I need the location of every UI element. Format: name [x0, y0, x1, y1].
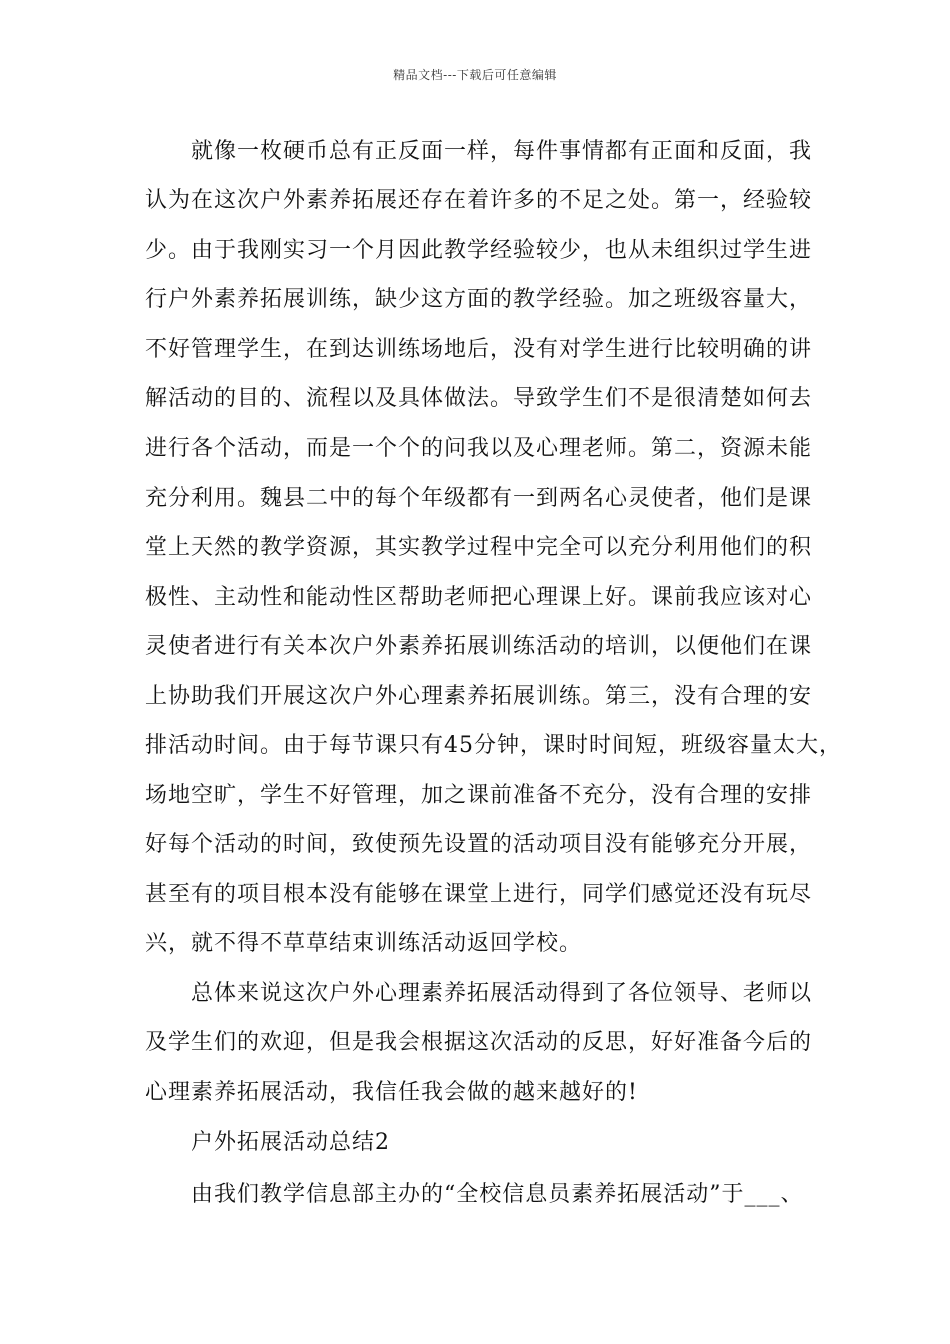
text-line: 不好管理学生，在到达训练场地后，没有对学生进行比较明确的讲 [145, 337, 813, 362]
text-line: 场地空旷，学生不好管理，加之课前准备不充分，没有合理的安排 [145, 783, 813, 808]
text-line: 甚至有的项目根本没有能够在课堂上进行，同学们感觉还没有玩尽 [145, 882, 813, 907]
text-line: 解活动的目的、流程以及具体做法。导致学生们不是很清楚如何去 [145, 386, 813, 411]
text-line: 认为在这次户外素养拓展还存在着许多的不足之处。第一，经验较 [145, 188, 813, 213]
text-line: 及学生们的欢迎，但是我会根据这次活动的反思，好好准备今后的 [145, 1030, 813, 1055]
text-line: 总体来说这次户外心理素养拓展活动得到了各位领导、老师以 [145, 981, 813, 1006]
text-line: 上协助我们开展这次户外心理素养拓展训练。第三，没有合理的安 [145, 684, 813, 709]
text-line: 极性、主动性和能动性区帮助老师把心理课上好。课前我应该对心 [145, 585, 813, 610]
text-line: 由我们教学信息部主办的“全校信息员素养拓展活动”于___、 [145, 1182, 804, 1207]
page-header: 精品文档---下载后可任意编辑 [393, 68, 557, 82]
text-line: 心理素养拓展活动，我信任我会做的越来越好的! [145, 1080, 638, 1105]
text-line: 就像一枚硬币总有正反面一样，每件事情都有正面和反面，我 [145, 139, 813, 164]
text-line: 充分利用。魏县二中的每个年级都有一到两名心灵使者，他们是课 [145, 486, 813, 511]
text-line: 兴，就不得不草草结束训练活动返回学校。 [145, 931, 583, 956]
text-line: 好每个活动的时间，致使预先设置的活动项目没有能够充分开展， [145, 832, 813, 857]
text-line: 进行各个活动，而是一个个的问我以及心理老师。第二，资源未能 [145, 436, 813, 461]
text-line: 少。由于我刚实习一个月因此教学经验较少，也从未组织过学生进 [145, 238, 813, 263]
text-line: 灵使者进行有关本次户外素养拓展训练活动的培训，以便他们在课 [145, 634, 813, 659]
text-line: 堂上天然的教学资源，其实教学过程中完全可以充分利用他们的积 [145, 535, 813, 560]
text-line: 排活动时间。由于每节课只有45分钟，课时时间短，班级容量太大， [145, 733, 842, 758]
text-line: 行户外素养拓展训练，缺少这方面的教学经验。加之班级容量大， [145, 287, 813, 312]
section-heading: 户外拓展活动总结2 [145, 1130, 390, 1155]
